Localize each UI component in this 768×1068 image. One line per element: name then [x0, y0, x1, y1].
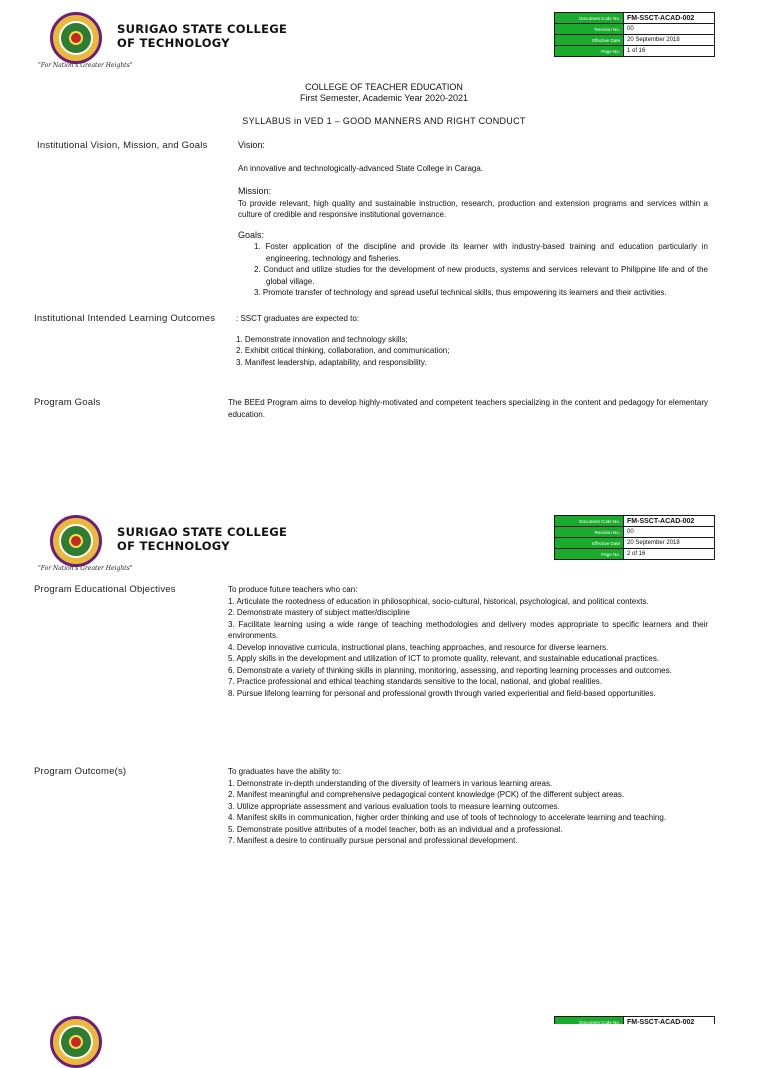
- document-info-table: [554, 12, 715, 57]
- doc-code-value: FM-SSCT-ACAD-002: [624, 1017, 715, 1025]
- peo-item: 8. Pursue lifelong learning for personal and professional growth through varied experiential and field-based opportunities.: [228, 688, 656, 698]
- doc-code-value: FM-SSCT-ACAD-002: [624, 13, 715, 24]
- program-goals-text: The BEEd Program aims to develop highly-motivated and competent teachers specializing in the content and pedagogy for elementary education.: [228, 398, 708, 419]
- goals-heading: Goals:: [238, 229, 265, 240]
- college-logo: [50, 515, 102, 567]
- syllabus-title: SYLLABUS in VED 1 – GOOD MANNERS AND RIGHT CONDUCT: [242, 116, 526, 126]
- college-tagline: "For Nation's Greater Heights": [38, 565, 133, 572]
- revision-label: Revision No.: [555, 527, 624, 538]
- page-no-label: Page No.: [555, 46, 624, 57]
- peo-item: 2. Demonstrate mastery of subject matter/discipline: [228, 608, 410, 617]
- effective-date-value: 20 September 2018: [624, 35, 715, 46]
- school-name-line1: SURIGAO STATE COLLEGE: [117, 525, 288, 539]
- college-logo: [50, 12, 102, 64]
- doc-code-label: Document Code No.: [555, 13, 624, 24]
- doc-code-value: FM-SSCT-ACAD-002: [624, 516, 715, 527]
- ilo-intro: : SSCT graduates are expected to:: [236, 314, 360, 323]
- peo-item: 1. Articulate the rootedness of education in philosophical, socio-cultural, historical, psychological, and political contexts.: [228, 596, 649, 606]
- mission-text: To provide relevant, high quality and sustainable instruction, research, production and extension programs and services within a culture of credible and responsive institutional governance.: [238, 198, 708, 219]
- college-tagline: "For Nation's Greater Heights": [38, 62, 133, 69]
- ilo-label: Institutional Intended Learning Outcomes: [34, 313, 216, 324]
- revision-value: 00: [624, 24, 715, 35]
- program-goals-label: Program Goals: [34, 397, 101, 408]
- po-item: 7. Manifest a desire to continually pursue personal and professional development.: [228, 836, 518, 845]
- school-name: [117, 525, 287, 553]
- po-label: Program Outcome(s): [34, 766, 127, 777]
- revision-label: Revision No.: [555, 24, 624, 35]
- page-no-value: 1 of 16: [624, 46, 715, 57]
- vmg-section: [238, 140, 708, 299]
- peo-item: 4. Develop innovative curricula, instructional plans, teaching approaches, and resource for diverse learners.: [228, 642, 609, 652]
- peo-item: 6. Demonstrate a variety of thinking skills in planning, monitoring, assessing, and reporting learning processes and outcomes.: [228, 665, 672, 675]
- mission-heading: Mission:: [238, 186, 272, 196]
- po-section: [228, 766, 708, 847]
- goal-item: 1. Foster application of the discipline and provide its learner with industry-based training and education particularly in engineering, technology and fisheries.: [254, 242, 708, 263]
- goal-item: 2. Conduct and utilize studies for the development of new products, systems and services relevant to Philippine life and of the global village.: [254, 265, 708, 286]
- effective-date-value: 20 September 2018: [624, 538, 715, 549]
- revision-value: 00: [624, 527, 715, 538]
- doc-code-label: Document Code No.: [555, 1017, 624, 1025]
- peo-item: 7. Practice professional and ethical teaching standards sensitive to the local, national, and global realities.: [228, 677, 603, 686]
- vision-text: An innovative and technologically-advanced State College in Caraga.: [238, 163, 484, 173]
- po-intro: To graduates have the ability to:: [228, 767, 341, 776]
- ilo-item: 2. Exhibit critical thinking, collaboration, and communication;: [236, 346, 450, 355]
- school-name-line1: SURIGAO STATE COLLEGE: [117, 22, 288, 36]
- college-department-title: COLLEGE OF TEACHER EDUCATION: [305, 82, 463, 92]
- peo-item: 5. Apply skills in the development and utilization of ICT to promote quality, relevant, and sustainable educational practices.: [228, 654, 660, 663]
- school-name: [117, 22, 287, 50]
- school-name-line2: OF TECHNOLOGY: [117, 36, 230, 50]
- document-info-table-partial: [554, 1016, 715, 1024]
- school-name-line2: OF TECHNOLOGY: [117, 539, 230, 553]
- page-no-label: Page No.: [555, 549, 624, 560]
- document-info-table: [554, 515, 715, 560]
- po-item: 3. Utilize appropriate assessment and various evaluation tools to measure learning outcomes.: [228, 801, 560, 811]
- peo-section: [228, 584, 708, 699]
- semester-line: First Semester, Academic Year 2020-2021: [299, 93, 469, 103]
- page-no-value: 2 of 16: [624, 549, 715, 560]
- peo-intro: To produce future teachers who can:: [228, 585, 358, 594]
- goal-item: 3. Promote transfer of technology and spread useful technical skills, thus empowering its learners and their activities.: [254, 288, 667, 297]
- effective-date-label: Effective Date: [555, 538, 624, 549]
- ilo-item: 3. Manifest leadership, adaptability, and responsibility.: [236, 357, 427, 367]
- po-item: 5. Demonstrate positive attributes of a model teacher, both as an individual and a professional.: [228, 824, 563, 834]
- po-item: 1. Demonstrate in-depth understanding of the diversity of learners in various learning areas.: [228, 778, 553, 788]
- doc-code-label: Document Code No.: [555, 516, 624, 527]
- vmg-label: Institutional Vision, Mission, and Goals: [37, 140, 208, 151]
- peo-label: Program Educational Objectives: [34, 584, 176, 595]
- vision-heading: Vision:: [238, 140, 265, 150]
- po-item: 4. Manifest skills in communication, higher order thinking and use of tools of technology to accelerate learning and teaching.: [228, 813, 667, 822]
- ilo-section: [236, 313, 708, 368]
- po-item: 2. Manifest meaningful and comprehensive pedagogical content knowledge (PCK) of the different subject areas.: [228, 790, 625, 799]
- peo-item: 3. Facilitate learning using a wide range of teaching methodologies and delivery modes appropriate to specific learners and their environments.: [228, 619, 708, 640]
- ilo-item: 1. Demonstrate innovation and technology skills;: [236, 334, 408, 344]
- effective-date-label: Effective Date: [555, 35, 624, 46]
